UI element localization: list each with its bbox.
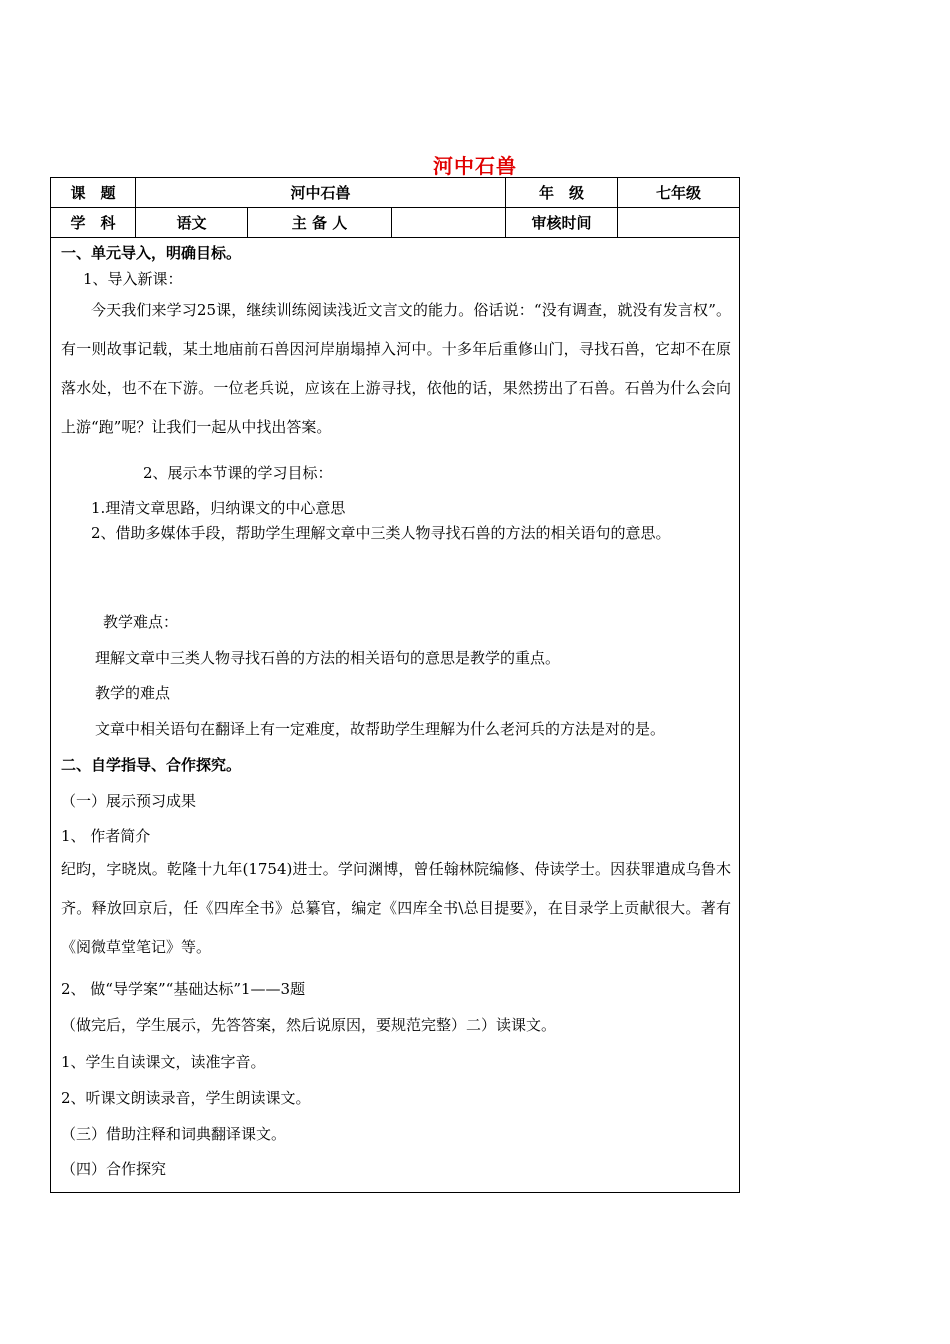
read-step-1: 1、学生自读课文，读准字音。 [61,1053,266,1071]
section-heading-2: 二、自学指导、合作探究。 [61,756,242,774]
teaching-focus: 理解文章中三类人物寻找石兽的方法的相关语句的意思是教学的重点。 [95,649,561,667]
read-step-2: 2、听课文朗读录音，学生朗读课文。 [61,1089,311,1107]
intro-paragraph: 今天我们来学习25课，继续训练阅读浅近文言文的能力。俗话说：“没有调查，就没有发言权”。有一则故事记载，某土地庙前石兽因河岸崩塌掉入河中。十多年后重修山门，寻找石兽，它却不在原落水处，也不在下游。一位老兵说，应该在上游寻找，依他的话，果然捞出了石兽。石兽为什么会向上游“跑”呢？让我们一起从中找出答案。 [61,301,731,436]
author-heading: 1、 作者简介 [61,827,151,845]
task-note: （做完后，学生展示，先答答案，然后说原因，要规范完整）二）读课文。 [61,1016,557,1034]
difficulty-label-2: 教学的难点 [95,684,171,702]
page-title: 河中石兽 [433,154,517,178]
preview-results: （一）展示预习成果 [61,792,197,810]
subject-label: 学 科 [70,213,116,232]
subject-value: 语文 [135,207,247,237]
preparer-value [391,207,505,237]
review-value [617,207,739,237]
task-line: 2、 做“导学案”“基础达标”1——3题 [61,980,306,998]
section-heading-1: 一、单元导入，明确目标。 [61,244,242,262]
goal-1: 1.理清文章思路，归纳课文的中心意思 [91,499,346,517]
header-row-subject [51,207,739,238]
author-paragraph: 纪昀，字晓岚。乾隆十九年(1754)进士。学问渊博，曾任翰林院编修、侍读学士。因获罪遣成乌鲁木齐。释放回京后，任《四库全书》总纂官，编定《四库全书\总目提要》，在目录学上贡献很大。著有《阅微草堂笔记》等。 [61,860,731,956]
goals-heading: 2、展示本节课的学习目标： [143,464,333,482]
difficulty-label: 教学难点： [103,613,179,631]
teaching-difficulty: 文章中相关语句在翻译上有一定难度，故帮助学生理解为什么老河兵的方法是对的是。 [95,720,666,738]
translate-step: （三）借助注释和词典翻译课文。 [61,1125,287,1143]
review-label: 审核时间 [505,207,617,237]
cooperative-inquiry: （四）合作探究 [61,1160,167,1178]
preparer-label: 主 备 人 [247,207,391,237]
topic-label: 课 题 [70,184,116,202]
header-row-topic [51,178,739,208]
lesson-plan-table [50,177,740,1193]
topic-value: 河中石兽 [135,178,505,207]
intro-heading: 1、导入新课： [83,270,183,288]
goal-2: 2、借助多媒体手段，帮助学生理解文章中三类人物寻找石兽的方法的相关语句的意思。 [91,524,671,542]
grade-value: 七年级 [617,178,739,207]
grade-label: 年 级 [505,178,617,207]
